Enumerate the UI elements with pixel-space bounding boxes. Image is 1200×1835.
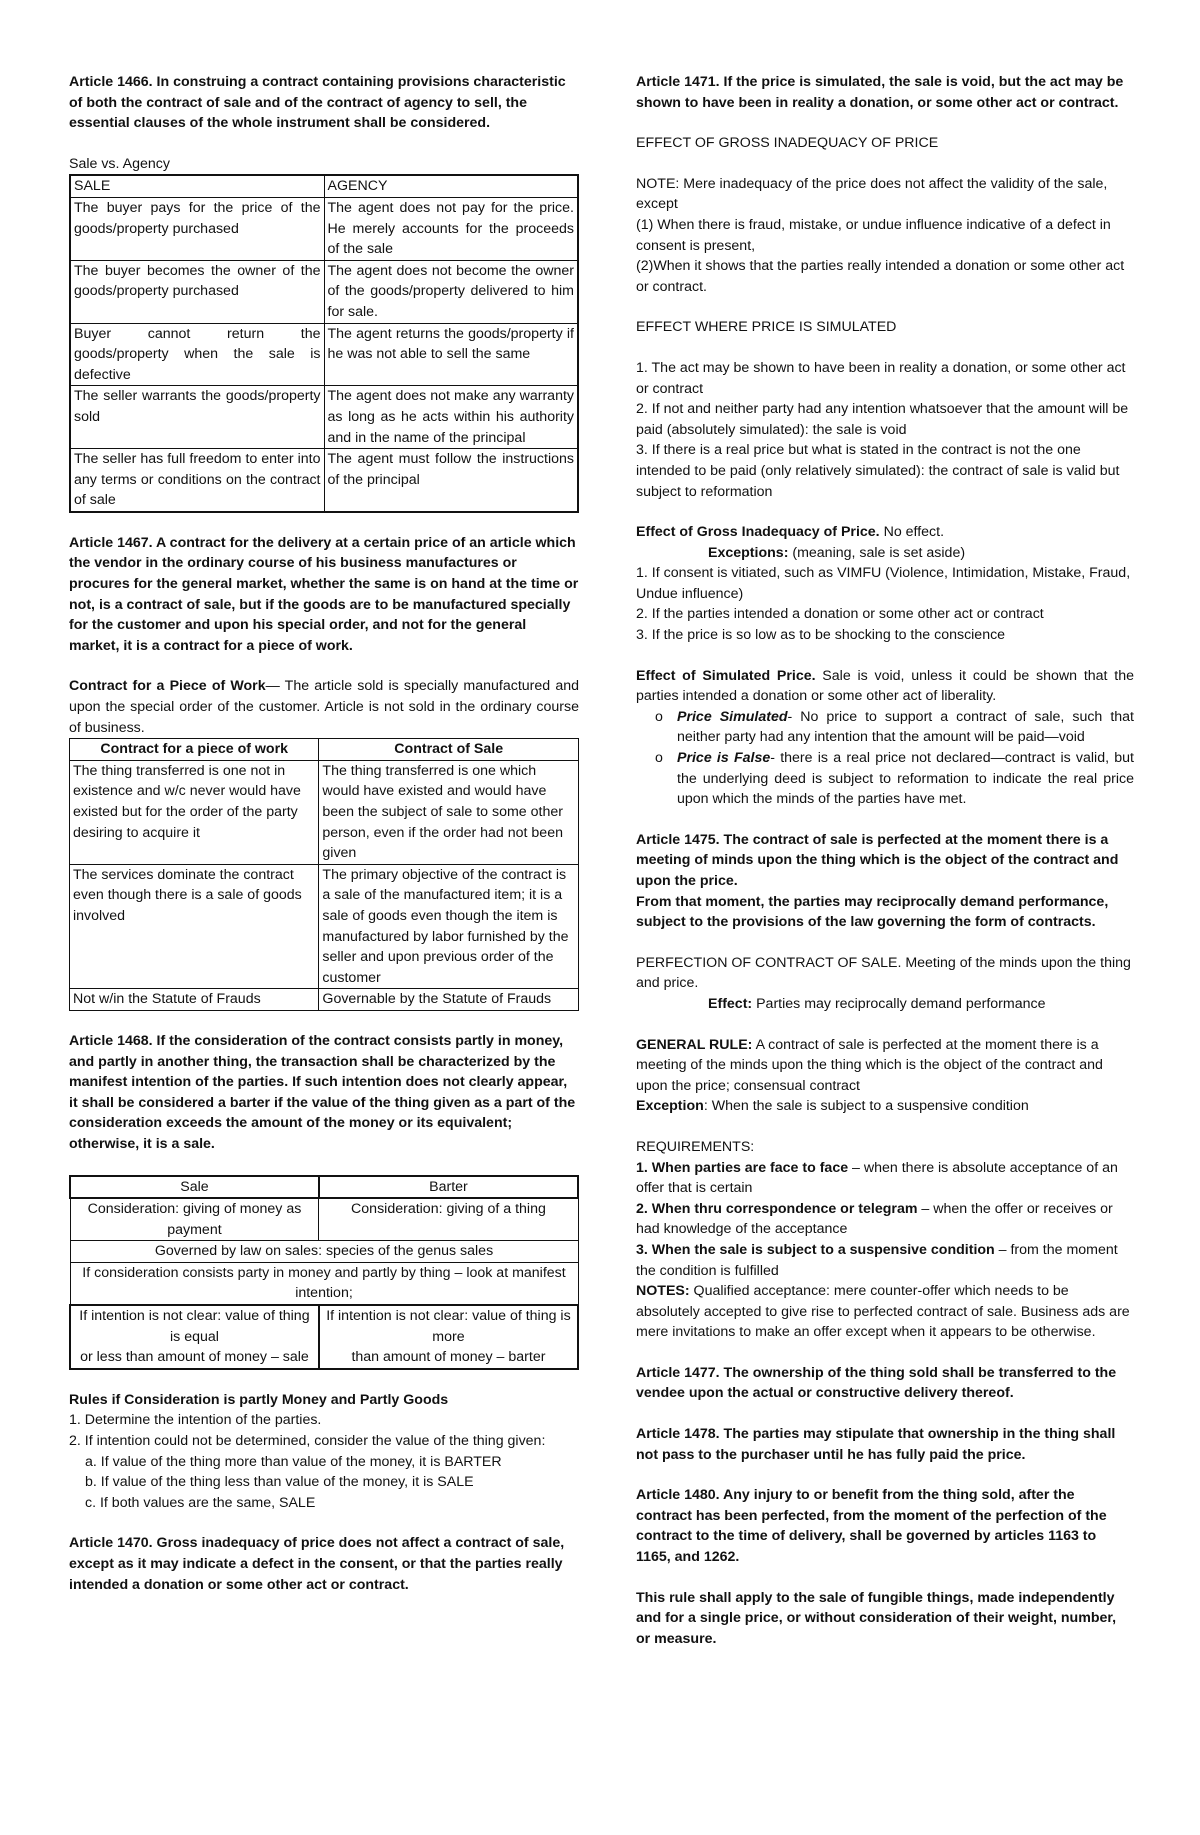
requirement-item xyxy=(636,1240,1134,1281)
work-vs-sale-table xyxy=(69,738,579,1011)
table-cell xyxy=(319,1305,578,1369)
article-1477: Article 1477. The ownership of the thing sold shall be transferred to the vendee upon the actual or constructive delivery thereof. xyxy=(636,1364,1117,1402)
simulated-bullets xyxy=(636,707,1134,810)
article-1475-continued: From that moment, the parties may reciprocally demand performance, subject to the provisions of the law governing the form of contracts. xyxy=(636,893,1109,931)
table-row xyxy=(70,1198,578,1241)
cell-line: If intention is not clear: value of thing is equal xyxy=(79,1308,310,1345)
table-header: Sale xyxy=(70,1176,319,1199)
effect-text: Parties may reciprocally demand performance xyxy=(752,995,1046,1012)
cell-line: If intention is not clear: value of thing is more xyxy=(326,1308,571,1345)
gross-effect-label: Effect of Gross Inadequacy of Price. xyxy=(636,524,880,541)
table-row xyxy=(70,989,579,1011)
requirement-text: – when there is absolute acceptance of an offer that is certain xyxy=(636,1159,1118,1197)
requirement-item xyxy=(636,1199,1134,1240)
rule-sub-item: b. If value of the thing less than value of the money, it is SALE xyxy=(85,1474,474,1491)
article-1478: Article 1478. The parties may stipulate that ownership in the thing shall not pass to the purchaser until he has fully paid the price. xyxy=(636,1426,1116,1463)
right-column xyxy=(636,72,1134,1649)
table-row xyxy=(70,1241,578,1263)
article-1470: Article 1470. Gross inadequacy of price does not affect a contract of sale, except as it may indicate a defect in the consent, or that the parties really intended a donation or some other act or contract. xyxy=(69,1535,565,1593)
table-row xyxy=(70,323,578,386)
effect-simulated-title: EFFECT WHERE PRICE IS SIMULATED xyxy=(636,319,897,336)
piece-of-work-text: — The article sold is specially manufactured and upon the special order of the customer. Article is not sold in the ordinary course of business. xyxy=(69,678,579,736)
bullet-label: Price is False xyxy=(677,750,771,767)
table-row xyxy=(70,386,578,449)
exceptions-label: Exceptions: xyxy=(708,544,789,561)
table-cell: The primary objective of the contract is a sale of the manufactured item; it is a sale of goods even though the item is manufactured by labor furnished by the seller and upon previous order of the customer xyxy=(319,864,579,989)
table-row xyxy=(70,449,578,512)
rule-sub-item: a. If value of the thing more than value of the money, it is BARTER xyxy=(85,1453,502,1470)
sale-vs-agency-title: Sale vs. Agency xyxy=(69,155,170,172)
list-item xyxy=(661,707,1134,748)
gross-effect-line xyxy=(636,522,1134,543)
simulated-effect-line xyxy=(636,666,1134,707)
exception-item: 3. If the price is so low as to be shocking to the conscience xyxy=(636,627,1006,644)
table-header: SALE xyxy=(70,175,324,197)
simulated-item: 3. If there is a real price but what is stated in the contract is not the one intended to be paid (only relatively simulated): the contract of sale is valid but subject to reformation xyxy=(636,442,1120,500)
notes-text: Qualified acceptance: mere counter-offer which needs to be absolutely accepted to give rise to perfected contract of sale. Business ads are mere invitations to make an offer except when it appears to be otherwise. xyxy=(636,1283,1130,1341)
note-line: NOTE: Mere inadequacy of the price does not affect the validity of the sale, except xyxy=(636,175,1108,213)
article-1467: Article 1467. A contract for the delivery at a certain price of an article which the vendor in the ordinary course of his business manufactures or procures for the general market, whether the same is on hand at the time or not, is a contract of sale, but if the goods are to be manufactured specially for the customer and upon his special order, and not for the general market, it is a contract for a piece of work. xyxy=(69,534,579,654)
table-cell: The thing transferred is one which would have existed and would have been the subject of sale to some other person, even if the order had not been given xyxy=(319,760,579,864)
cell-line: or less than amount of money – sale xyxy=(80,1349,309,1366)
effect-label: Effect: xyxy=(708,995,753,1012)
list-item xyxy=(661,748,1134,810)
table-row xyxy=(70,260,578,323)
bullet-label: Price Simulated xyxy=(677,708,788,725)
general-rule-text: A contract of sale is perfected at the moment there is a meeting of the minds upon the thing which is the object of the contract and upon the price; consensual contract xyxy=(636,1036,1103,1094)
piece-of-work-definition xyxy=(69,676,579,738)
table-cell: Consideration: giving of a thing xyxy=(319,1198,578,1241)
simulated-item: 2. If not and neither party had any intention whatsoever that the amount will be paid (absolutely simulated): the sale is void xyxy=(636,401,1129,438)
rule-item: 1. Determine the intention of the parties. xyxy=(69,1412,322,1429)
requirement-label: 1. When parties are face to face xyxy=(636,1159,849,1176)
table-cell: The agent returns the goods/property if he was not able to sell the same xyxy=(324,323,578,386)
table-header-row xyxy=(70,175,578,197)
note-line: (1) When there is fraud, mistake, or undue influence indicative of a defect in consent is present, xyxy=(636,216,1111,254)
table-header: AGENCY xyxy=(324,175,578,197)
requirement-label: 2. When thru correspondence or telegram xyxy=(636,1200,918,1217)
table-header: Contract of Sale xyxy=(319,739,579,761)
table-cell: Consideration: giving of money as payment xyxy=(70,1198,319,1241)
article-1466: Article 1466. In construing a contract containing provisions characteristic of both the contract of sale and of the contract of agency to sell, the essential clauses of the whole instrument shall be considered. xyxy=(69,74,566,132)
table-row xyxy=(70,1262,578,1305)
table-row xyxy=(70,197,578,260)
note-line: (2)When it shows that the parties really intended a donation or some other act or contract. xyxy=(636,258,1125,295)
table-cell: The buyer becomes the owner of the goods/property purchased xyxy=(70,260,324,323)
table-cell: Buyer cannot return the goods/property when the sale is defective xyxy=(70,323,324,386)
exception-item: 2. If the parties intended a donation or some other act or contract xyxy=(636,606,1044,623)
gross-effect-text: No effect. xyxy=(879,524,945,541)
table-row xyxy=(70,1305,578,1369)
table-header-row xyxy=(70,739,579,761)
exception-item: 1. If consent is vitiated, such as VIMFU (Violence, Intimidation, Mistake, Fraud, Undue influence) xyxy=(636,565,1131,602)
bullet-text: - No price to support a contract of sale, such that neither party had any intention that the amount will be paid—void xyxy=(677,708,1134,746)
simulated-item: 1. The act may be shown to have been in reality a donation, or some other act or contract xyxy=(636,359,1126,397)
table-row xyxy=(70,864,579,989)
table-header-row xyxy=(70,1176,578,1199)
table-row xyxy=(70,760,579,864)
fungible-rule: This rule shall apply to the sale of fungible things, made independently and for a single price, or without consideration of their weight, number, or measure. xyxy=(636,1589,1117,1647)
requirement-text: – from the moment the condition is fulfilled xyxy=(636,1241,1118,1279)
effect-gross-title: EFFECT OF GROSS INADEQUACY OF PRICE xyxy=(636,135,939,152)
requirements-title: REQUIREMENTS: xyxy=(636,1138,755,1155)
notes xyxy=(636,1281,1134,1343)
exception-line xyxy=(636,1096,1134,1117)
left-column xyxy=(69,72,579,1595)
perfection-definition: PERFECTION OF CONTRACT OF SALE. Meeting of the minds upon the thing and price. xyxy=(636,954,1131,992)
table-cell: Governable by the Statute of Frauds xyxy=(319,989,579,1011)
cell-line: than amount of money – barter xyxy=(351,1349,546,1366)
rule-sub-item: c. If both values are the same, SALE xyxy=(85,1494,316,1511)
notes-label: NOTES: xyxy=(636,1283,690,1300)
exception-label: Exception xyxy=(636,1098,704,1115)
table-header: Contract for a piece of work xyxy=(70,739,319,761)
article-1480: Article 1480. Any injury to or benefit from the thing sold, after the contract has been perfected, from the moment of the perfection of the contract to the time of delivery, shall be governed by articles 1163 to 1165, and 1262. xyxy=(636,1487,1107,1566)
exceptions-text: (meaning, sale is set aside) xyxy=(788,544,966,561)
table-cell: The agent does not become the owner of the goods/property delivered to him for sale. xyxy=(324,260,578,323)
table-cell: The agent does not pay for the price. He merely accounts for the proceeds of the sale xyxy=(324,197,578,260)
table-cell: The agent does not make any warranty as long as he acts within his authority and in the name of the principal xyxy=(324,386,578,449)
exception-text: : When the sale is subject to a suspensive condition xyxy=(703,1098,1029,1115)
general-rule-label: GENERAL RULE: xyxy=(636,1036,753,1053)
table-cell: Not w/in the Statute of Frauds xyxy=(70,989,319,1011)
article-1471: Article 1471. If the price is simulated, the sale is void, but the act may be shown to have been in reality a donation, or some other act or contract. xyxy=(636,74,1124,111)
table-cell: The services dominate the contract even though there is a sale of goods involved xyxy=(70,864,319,989)
table-cell: The agent must follow the instructions of the principal xyxy=(324,449,578,512)
simulated-effect-text: Sale is void, unless it could be shown that the parties intended a donation or some other act of liberality. xyxy=(636,667,1134,705)
requirement-text: – when the offer or receives or had knowledge of the acceptance xyxy=(636,1200,1113,1238)
article-1475: Article 1475. The contract of sale is perfected at the moment there is a meeting of minds upon the thing which is the object of the contract and upon the price. xyxy=(636,831,1119,889)
table-cell: The seller warrants the goods/property sold xyxy=(70,386,324,449)
table-cell: The thing transferred is one not in existence and w/c never would have existed but for the order of the party desiring to acquire it xyxy=(70,760,319,864)
article-1468: Article 1468. If the consideration of the contract consists partly in money, and partly in another thing, the transaction shall be characterized by the manifest intention of the parties. If such intention does not clearly appear, it shall be considered a barter if the value of the thing given as a part of the consideration exceeds the amount of the money or its equivalent; otherwise, it is a sale. xyxy=(69,1032,576,1152)
table-cell: The seller has full freedom to enter into any terms or conditions on the contract of sale xyxy=(70,449,324,512)
exceptions-line xyxy=(636,543,1134,564)
table-cell xyxy=(70,1305,319,1369)
effect-line xyxy=(636,994,1134,1015)
sale-vs-agency-table xyxy=(69,174,579,513)
simulated-effect-label: Effect of Simulated Price. xyxy=(636,667,816,684)
piece-of-work-label: Contract for a Piece of Work xyxy=(69,678,266,695)
requirement-item xyxy=(636,1158,1134,1199)
bullet-text: - there is a real price not declared—contract is valid, but the underlying deed is subject to reformation to indicate the real price upon which the minds of the parties have met. xyxy=(677,750,1134,808)
rule-item: 2. If intention could not be determined, consider the value of the thing given: xyxy=(69,1433,546,1450)
table-header: Barter xyxy=(319,1176,578,1199)
table-cell: Governed by law on sales: species of the genus sales xyxy=(70,1241,578,1263)
rules-title: Rules if Consideration is partly Money and Partly Goods xyxy=(69,1391,449,1408)
requirement-label: 3. When the sale is subject to a suspensive condition xyxy=(636,1241,995,1258)
table-cell: The buyer pays for the price of the goods/property purchased xyxy=(70,197,324,260)
table-cell: If consideration consists party in money and partly by thing – look at manifest intention; xyxy=(70,1262,578,1305)
general-rule xyxy=(636,1035,1134,1097)
sale-vs-barter-table xyxy=(69,1175,579,1370)
